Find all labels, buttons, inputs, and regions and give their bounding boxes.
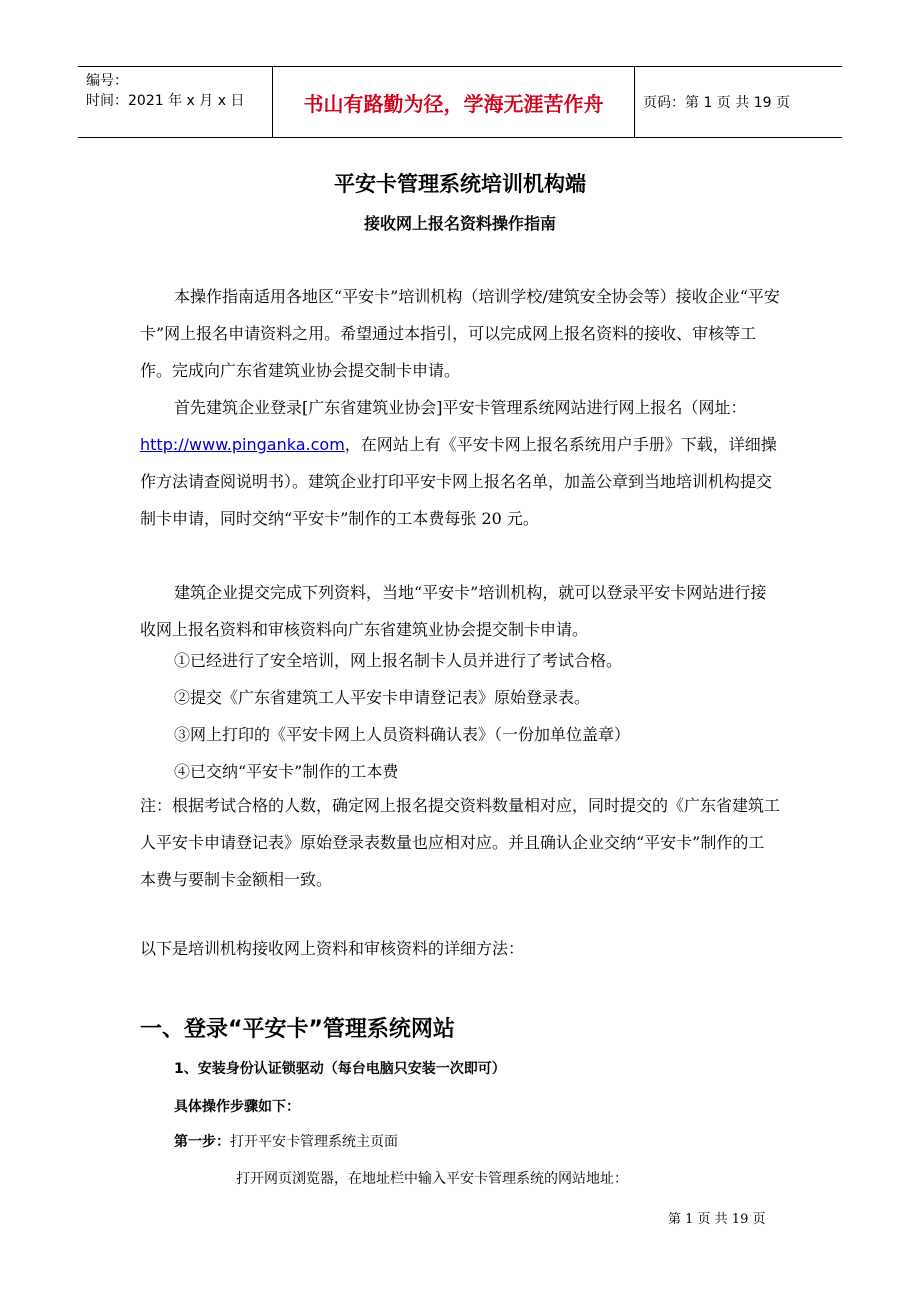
header-motto: 书山有路勤为径，学海无涯苦作舟	[273, 67, 635, 137]
page-footer: 第 1 页 共 19 页	[668, 1212, 766, 1227]
website-link[interactable]: http://www.pinganka.com	[140, 435, 345, 454]
method-intro: 以下是培训机构接收网上资料和审核资料的详细方法：	[140, 939, 525, 958]
requirement-item-3: ③网上打印的《平安卡网上人员资料确认表》（一份加单位盖章）	[174, 725, 631, 744]
paragraph-scope: 本操作指南适用各地区“平安卡”培训机构（培训学校/建筑安全协会等）接收企业“平安卡”网上报名申请资料之用。希望通过本指引，可以完成网上报名资料的接收、审核等工作。完成向广东省建筑业协会提交制卡申请。	[140, 287, 780, 380]
note-paragraph: 注：根据考试合格的人数，确定网上报名提交资料数量相对应，同时提交的《广东省建筑工人平安卡申请登记表》原始登录表数量也应相对应。并且确认企业交纳“平安卡”制作的工本费与要制卡金额相一致。	[140, 796, 781, 889]
document-subtitle: 接收网上报名资料操作指南	[363, 214, 556, 233]
header-meta	[78, 67, 273, 137]
header-page-info: 页码：第 1 页 共 19 页	[643, 95, 790, 111]
requirement-item-2: ②提交《广东省建筑工人平安卡申请登记表》原始登录表。	[174, 688, 591, 707]
paragraph-submission: 建筑企业提交完成下列资料，当地“平安卡”培训机构，就可以登录平安卡网站进行接收网上报名资料和审核资料向广东省建筑业协会提交制卡申请。	[140, 583, 767, 639]
page-header	[78, 66, 842, 138]
paragraph-registration	[140, 389, 780, 537]
document-number: 编号：	[86, 73, 128, 89]
step-1-text: 打开平安卡管理系统主页面	[230, 1134, 398, 1150]
paragraph-registration-text-2: ，在网站上有《平安卡网上报名系统用户手册》下载，详细操作方法请查阅说明书）。建筑企业打印平安卡网上报名名单，加盖公章到当地培训机构提交制卡申请，同时交纳“平安卡”制作的工本费每张 20 元。	[140, 435, 777, 528]
document-date: 时间：2021 年 x 月 x 日	[86, 93, 245, 109]
steps-label: 具体操作步骤如下：	[174, 1099, 300, 1115]
step-1	[174, 1131, 398, 1151]
subsection-heading-1: 1、安装身份认证锁驱动（每台电脑只安装一次即可）	[174, 1061, 506, 1077]
step-1-detail: 打开网页浏览器，在地址栏中输入平安卡管理系统的网站地址：	[236, 1171, 628, 1187]
step-1-label: 第一步：	[174, 1134, 230, 1150]
requirement-item-4: ④已交纳“平安卡”制作的工本费	[174, 762, 399, 781]
section-heading-1: 一、登录“平安卡”管理系统网站	[140, 1017, 455, 1042]
requirement-item-1: ①已经进行了安全培训，网上报名制卡人员并进行了考试合格。	[174, 651, 623, 670]
paragraph-registration-text-1: 首先建筑企业登录[广东省建筑业协会]平安卡管理系统网站进行网上报名（网址：	[174, 398, 747, 417]
document-title: 平安卡管理系统培训机构端	[334, 172, 586, 196]
